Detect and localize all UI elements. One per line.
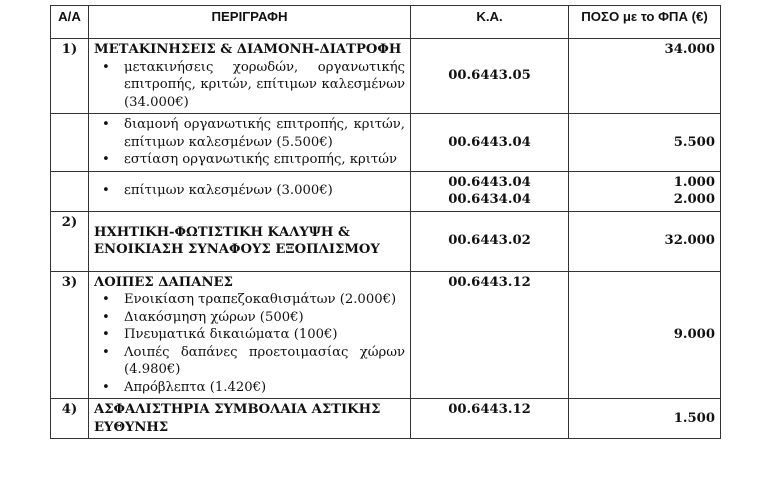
row-amount: 1.500: [569, 399, 721, 439]
row-title-line: ΑΣΦΑΛΙΣΤΗΡΙΑ ΣΥΜΒΟΛΑΙΑ ΑΣΤΙΚΗΣ: [94, 402, 381, 417]
amount-line: 1.000: [673, 174, 715, 190]
item-list: [94, 116, 405, 169]
row-title-line: ΕΥΘΥΝΗΣ: [94, 419, 169, 435]
row-number: [51, 114, 89, 172]
row-description: [89, 399, 411, 439]
row-description: [89, 114, 411, 172]
row-amount: 32.000: [569, 211, 721, 271]
row-number: 3): [51, 271, 89, 399]
table-row: [51, 114, 721, 172]
row-description: [89, 271, 411, 399]
table-row: [51, 211, 721, 271]
row-amount: 34.000: [569, 39, 721, 114]
row-description: [89, 39, 411, 114]
row-code: 00.6443.02: [411, 211, 569, 271]
row-amount: [569, 171, 721, 211]
code-line: 00.6443.04: [448, 174, 531, 190]
header-amount: ΠΟΣΟ με το ΦΠΑ (€): [569, 6, 721, 39]
item-list: [94, 291, 405, 396]
table-header-row: [51, 6, 721, 39]
list-item: • Απρόβλεπτα (1.420€): [124, 379, 405, 397]
row-description: [89, 171, 411, 211]
table-row: [51, 39, 721, 114]
code-line: 00.6434.04: [448, 192, 531, 207]
row-title: ΛΟΙΠΕΣ ΔΑΠΑΝΕΣ: [94, 274, 233, 290]
list-item: • επίτιμων καλεσμένων (3.000€): [124, 182, 405, 200]
list-item: • εστίαση οργανωτικής επιτροπής, κριτών: [124, 151, 405, 169]
row-number: [51, 171, 89, 211]
header-aa: Α/Α: [51, 6, 89, 39]
row-code: [411, 171, 569, 211]
budget-table: [50, 5, 721, 439]
list-item: • Λοιπές δαπάνες προετοιμασίας χώρων (4.980€): [124, 344, 405, 379]
row-description: [89, 211, 411, 271]
item-list: [94, 59, 405, 112]
row-code: 00.6443.05: [411, 39, 569, 114]
row-number: 4): [51, 399, 89, 439]
row-number: 1): [51, 39, 89, 114]
row-title: ΜΕΤΑΚΙΝΗΣΕΙΣ & ΔΙΑΜΟΝΗ-ΔΙΑΤΡΟΦΗ: [94, 42, 402, 57]
row-code: 00.6443.04: [411, 114, 569, 172]
item-list: [94, 182, 405, 200]
header-description: ΠΕΡΙΓΡΑΦΗ: [89, 6, 411, 39]
list-item: • Διακόσμηση χώρων (500€): [124, 309, 405, 327]
list-item: • Πνευματικά δικαιώματα (100€): [124, 326, 405, 344]
row-code: 00.6443.12: [411, 271, 569, 399]
table-row: [51, 271, 721, 399]
list-item: • μετακινήσεις χορωδών, οργανωτικής επιτροπής, κριτών, επίτιμων καλεσμένων (34.000€): [124, 59, 405, 112]
row-amount: 5.500: [569, 114, 721, 172]
header-code: Κ.Α.: [411, 6, 569, 39]
table-row: [51, 171, 721, 211]
row-number: 2): [51, 211, 89, 271]
amount-line: 2.000: [673, 192, 715, 207]
row-amount: 9.000: [569, 271, 721, 399]
list-item: • Ενοικίαση τραπεζοκαθισμάτων (2.000€): [124, 291, 405, 309]
list-item: • διαμονή οργανωτικής επιτροπής, κριτών, επίτιμων καλεσμένων (5.500€): [124, 116, 405, 151]
row-code: 00.6443.12: [411, 399, 569, 439]
row-title-line: ΕΝΟΙΚΙΑΣΗ ΣΥΝΑΦΟΥΣ ΕΞΟΠΛΙΣΜΟΥ: [94, 242, 380, 257]
row-title-line: ΗΧΗΤΙΚΗ-ΦΩΤΙΣΤΙΚΗ ΚΑΛΥΨΗ &: [94, 224, 350, 240]
table-row: [51, 399, 721, 439]
